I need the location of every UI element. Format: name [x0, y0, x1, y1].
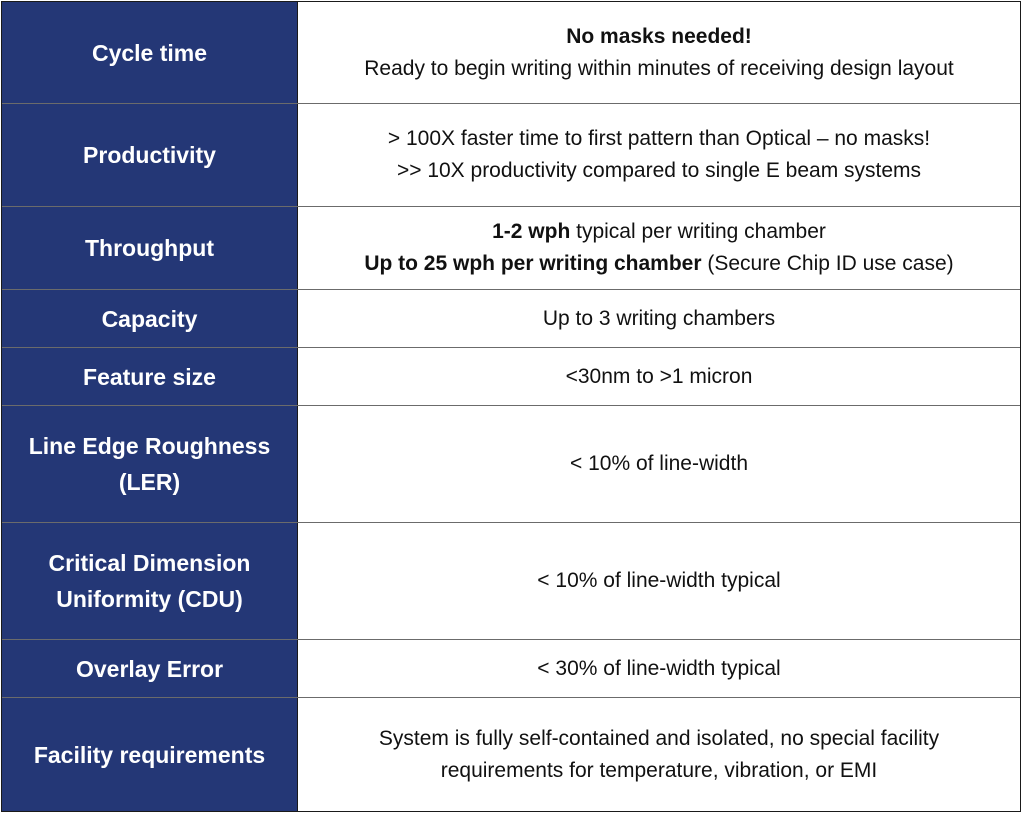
row-value: [298, 348, 1020, 405]
row-facility-requirements: [2, 698, 1020, 811]
value-text: typical per writing chamber: [570, 220, 826, 243]
value-line: [492, 216, 826, 248]
value-line: [364, 248, 953, 280]
value-text: < 10% of line-width typical: [537, 569, 781, 592]
row-value: [298, 207, 1020, 289]
row-value: [298, 290, 1020, 347]
value-line: [566, 361, 753, 393]
row-value: [298, 406, 1020, 522]
row-overlay-error: [2, 640, 1020, 698]
row-productivity: [2, 104, 1020, 207]
value-text-bold: 1-2 wph: [492, 220, 571, 243]
value-text: < 30% of line-width typical: [537, 656, 781, 680]
row-feature-size: [2, 348, 1020, 406]
value-text: <30nm to >1 micron: [565, 364, 753, 388]
row-value: [298, 2, 1020, 103]
value-line: [397, 155, 921, 187]
value-line: [570, 448, 748, 480]
row-label: Throughput: [2, 207, 298, 289]
row-cycle-time: [2, 2, 1020, 104]
value-line: [537, 653, 780, 685]
row-label: Facility requirements: [2, 698, 298, 811]
row-value: [298, 640, 1020, 697]
row-capacity: [2, 290, 1020, 348]
value-text: > 100X faster time to first pattern than Optical – no masks!: [387, 127, 931, 150]
value-text: Up to 3 writing chambers: [542, 306, 776, 330]
value-text: >> 10X productivity compared to single E beam systems: [396, 159, 922, 182]
row-value: [298, 698, 1020, 811]
value-line: [379, 723, 939, 755]
row-label: Overlay Error: [2, 640, 298, 697]
value-text: < 10% of line-width: [569, 452, 749, 475]
value-text: requirements for temperature, vibration, or EMI: [440, 758, 878, 782]
value-text-bold: No masks needed!: [566, 24, 752, 48]
value-text: System is fully self-contained and isolated, no special facility: [378, 726, 940, 750]
value-text: (Secure Chip ID use case): [701, 252, 954, 275]
value-line: [364, 53, 954, 85]
row-value: [298, 104, 1020, 206]
row-label: Cycle time: [2, 2, 298, 103]
value-line: [566, 21, 752, 53]
row-label: Capacity: [2, 290, 298, 347]
row-value: [298, 523, 1020, 639]
row-label: Line Edge Roughness (LER): [2, 406, 298, 522]
value-line: [388, 123, 930, 155]
spec-table: [1, 1, 1021, 812]
row-critical-dimension-uniformity: [2, 523, 1020, 640]
row-label: Feature size: [2, 348, 298, 405]
value-line: [537, 565, 780, 597]
value-line: [543, 303, 775, 335]
value-text: Ready to begin writing within minutes of receiving design layout: [364, 56, 954, 80]
row-label: Productivity: [2, 104, 298, 206]
row-throughput: [2, 207, 1020, 290]
value-text-bold: Up to 25 wph per writing chamber: [364, 252, 702, 275]
value-line: [441, 755, 878, 787]
row-line-edge-roughness: [2, 406, 1020, 523]
row-label: Critical Dimension Uniformity (CDU): [2, 523, 298, 639]
